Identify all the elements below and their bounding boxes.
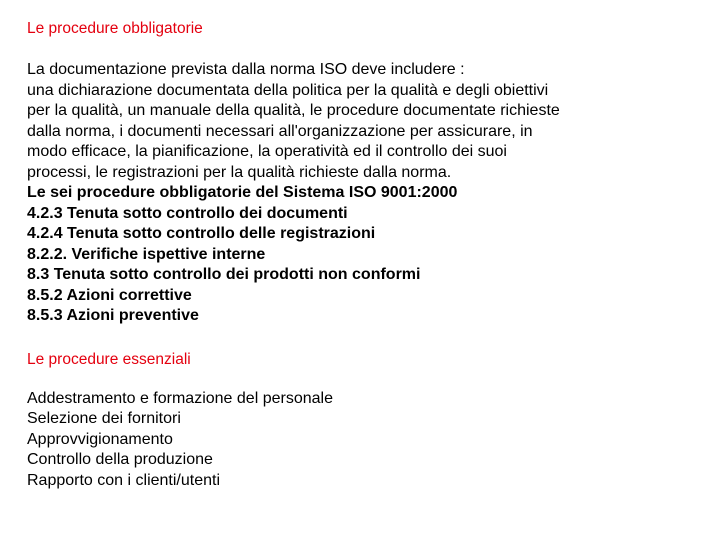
spacer bbox=[27, 371, 707, 389]
list-item: Selezione dei fornitori bbox=[27, 410, 181, 427]
list-item: Controllo della produzione bbox=[27, 451, 213, 468]
intro-line: una dichiarazione documentata della politica per la qualità e degli obiettivi bbox=[27, 81, 549, 99]
essential-procedures-list bbox=[27, 389, 707, 492]
section-title-mandatory-procedures: Le procedure obbligatorie bbox=[27, 20, 203, 37]
list-item: 4.2.4 Tenuta sotto controllo delle registrazioni bbox=[27, 225, 376, 242]
list-item: 8.5.2 Azioni correttive bbox=[27, 286, 192, 304]
spacer bbox=[27, 327, 707, 349]
list-item: 8.3 Tenuta sotto controllo dei prodotti non conformi bbox=[27, 266, 421, 283]
list-item: 8.5.3 Azioni preventive bbox=[27, 307, 199, 324]
mandatory-procedures-list bbox=[27, 183, 707, 327]
intro-paragraph bbox=[27, 60, 707, 183]
slide-content bbox=[27, 18, 707, 491]
list-item: Rapporto con i clienti/utenti bbox=[27, 471, 220, 489]
section-title-essential-procedures: Le procedure essenziali bbox=[27, 350, 191, 368]
list-heading: Le sei procedure obbligatorie del Sistema ISO 9001:2000 bbox=[27, 184, 458, 201]
intro-line: per la qualità, un manuale della qualità, le procedure documentate richieste bbox=[27, 102, 560, 119]
list-item: 4.2.3 Tenuta sotto controllo dei documenti bbox=[27, 204, 348, 222]
spacer bbox=[27, 40, 707, 60]
intro-line: dalla norma, i documenti necessari all'organizzazione per assicurare, in bbox=[27, 122, 533, 140]
list-item: Approvvigionamento bbox=[27, 430, 173, 448]
list-item: 8.2.2. Verifiche ispettive interne bbox=[27, 245, 266, 263]
intro-line: modo efficace, la pianificazione, la operatività ed il controllo dei suoi bbox=[27, 143, 507, 160]
intro-line: La documentazione prevista dalla norma ISO deve includere : bbox=[27, 61, 465, 78]
list-item: Addestramento e formazione del personale bbox=[27, 389, 333, 407]
intro-line: processi, le registrazioni per la qualità richieste dalla norma. bbox=[27, 163, 452, 181]
